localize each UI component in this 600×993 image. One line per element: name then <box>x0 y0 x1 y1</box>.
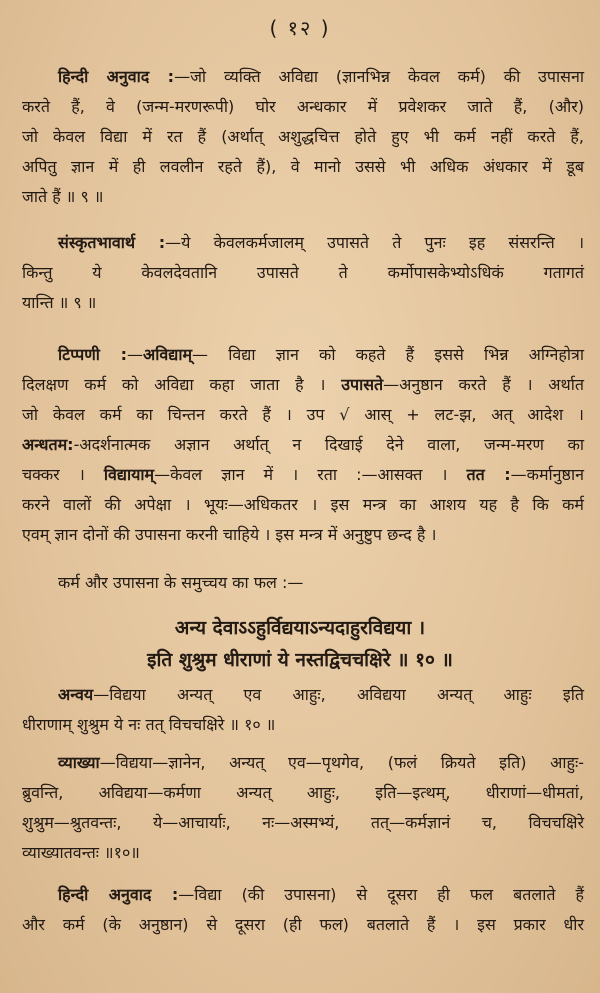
text-line: जाते हैं ॥ ९ ॥ <box>22 187 104 206</box>
text-line: अपितु ज्ञान में ही लवलीन रहते हैं), वे मानो उससे भी अधिक अंधकार में डूब <box>22 157 584 176</box>
text-line: धीराणाम् शुश्रुम ये नः तत् विचचक्षिरे ॥ १० ॥ <box>22 715 276 734</box>
text-line: व्याख्यातवन्तः ॥१०॥ <box>22 843 140 862</box>
text-line: किन्तु ये केवलदेवतानि उपासते ते कर्मोपासकेभ्योऽधिकं गतागतं <box>22 263 584 282</box>
text-line: दिलक्षण कर्म को अविद्या कहा जाता है । उपासते—अनुष्ठान करते हैं । अर्थात <box>22 375 585 394</box>
text-line: व्याख्या—विद्यया—ज्ञानेन, अन्यत् एव—पृथगेव, (फलं क्रियते इति) आहुः- <box>58 753 584 772</box>
notes-label: टिप्पणी : <box>58 345 127 364</box>
section-intro <box>22 568 584 598</box>
hindi-translation-label: हिन्दी अनुवाद : <box>58 885 179 904</box>
vyakhya-label: व्याख्या <box>58 753 100 772</box>
text-line: अन्वय—विद्यया अन्यत् एव आहुः, अविद्यया अन्यत् आहुः इति <box>58 685 584 704</box>
text-line: एवम् ज्ञान दोनों की उपासना करनी चाहिये । इस मन्त्र में अनुष्टुप छन्द है । <box>22 525 437 544</box>
text-line: टिप्पणी :—अविद्याम्— विद्या ज्ञान को कहते हैं इससे भिन्न अग्निहोत्रा <box>58 345 584 364</box>
text-line: शुश्रुम—श्रुतवन्तः, ये—आचार्याः, नः—अस्मभ्यं, तत्—कर्मज्ञानं च, विचचक्षिरे <box>22 813 584 832</box>
text-line: संस्कृतभावार्थ :—ये केवलकर्मजालम् उपासते ते पुनः इह संसरन्ति । <box>58 233 585 252</box>
sanskrit-meaning-paragraph <box>22 228 584 318</box>
sanskrit-meaning-label: संस्कृतभावार्थ : <box>58 233 166 252</box>
hindi-translation-paragraph-2 <box>22 880 584 940</box>
anvaya-paragraph <box>22 680 584 740</box>
text-line: यान्ति ॥ ९ ॥ <box>22 293 97 312</box>
text-line: ब्रुवन्ति, अविद्यया—कर्मणा अन्यत् आहुः, इति—इत्थम्, धीराणां—धीमतां, <box>22 783 584 802</box>
text-line: हिन्दी अनुवाद :—जो व्यक्ति अविद्या (ज्ञानभिन्न केवल कर्म) की उपासना <box>58 67 584 86</box>
hindi-translation-paragraph <box>22 62 584 212</box>
text-line: जो केवल कर्म का चिन्तन करते हैं । उप √ आस् + लट-झ, अत् आदेश । <box>22 405 584 424</box>
text-line: करने वालों की अपेक्षा । भूयः—अधिकतर । इस मन्त्र का आशय यह है कि कर्म <box>22 495 584 514</box>
text-line: कर्म और उपासना के समुच्चय का फल :— <box>58 573 304 592</box>
hindi-translation-label: हिन्दी अनुवाद : <box>58 67 175 86</box>
anvaya-label: अन्वय <box>58 685 94 704</box>
vyakhya-paragraph <box>22 748 584 868</box>
notes-paragraph <box>22 340 584 550</box>
text-line: जो केवल विद्या में रत हैं (अर्थात् अशुद्धचित्त होते हुए भी कर्म नहीं करते हैं, <box>22 127 584 146</box>
text-line: करते हैं, वे (जन्म-मरणरूपी) घोर अन्धकार में प्रवेशकर जाते हैं, (और) <box>22 97 584 116</box>
text-line: चक्कर । विद्यायाम्—केवल ज्ञान में । रता :—आसक्त । तत :—कर्मानुष्ठान <box>22 465 584 484</box>
verse-block <box>40 612 560 676</box>
text-line: और कर्म (के अनुष्ठान) से दूसरा (ही फल) बतलाते हैं । इस प्रकार धीर <box>22 915 584 934</box>
verse-line: इति शुश्रुम धीराणां ये नस्तद्विचचक्षिरे ॥ १० ॥ <box>147 649 453 671</box>
text-line: अन्धतम:-अदर्शनात्मक अज्ञान अर्थात् न दिखाई देने वाला, जन्म-मरण का <box>22 435 584 454</box>
text-line: हिन्दी अनुवाद :—विद्या (की उपासना) से दूसरा ही फल बतलाते हैं <box>58 885 584 904</box>
page-number: ( १२ ) <box>269 16 331 40</box>
verse-line: अन्य देवाऽऽहुर्विद्ययाऽन्यदाहुरविद्यया । <box>174 617 426 639</box>
